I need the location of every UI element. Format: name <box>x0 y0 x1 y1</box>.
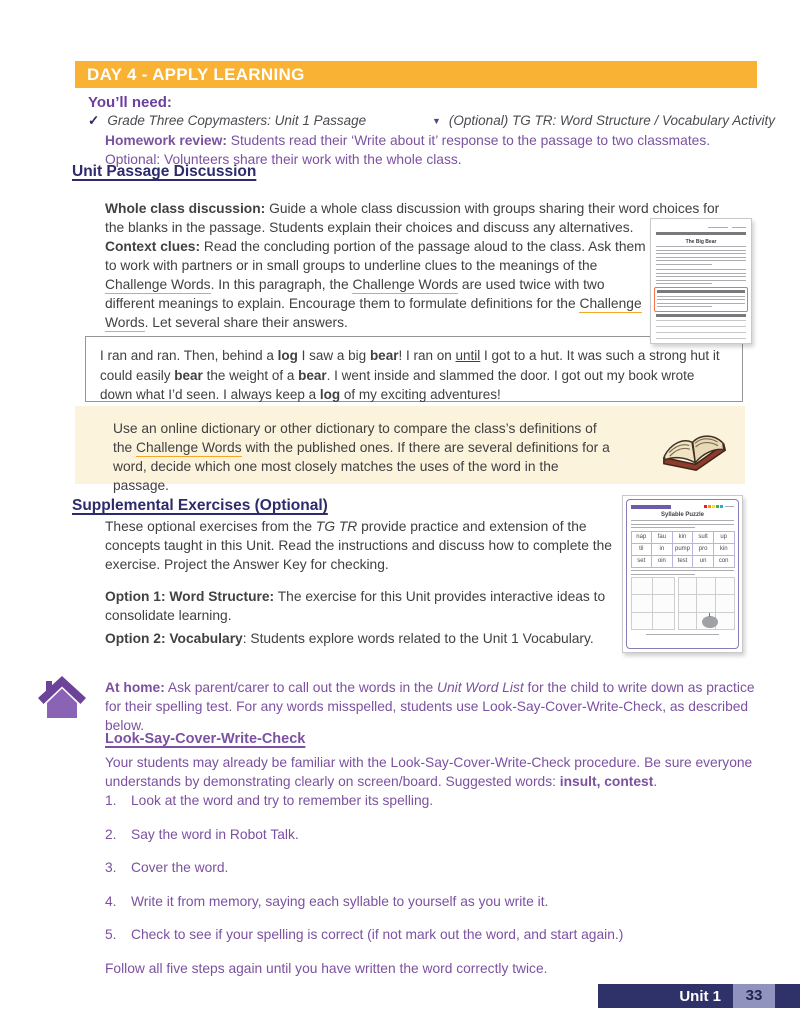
syllable-puzzle-thumbnail <box>622 495 743 653</box>
lscwc-text: . <box>653 774 658 789</box>
footer-unit-label: Unit 1 <box>679 987 721 1005</box>
need-item-tg-tr <box>432 113 775 128</box>
unit-word-list-term: Unit Word List <box>437 680 524 695</box>
step-item <box>105 858 735 877</box>
instruction-bar <box>656 232 746 235</box>
lscwc-intro-paragraph <box>105 753 757 791</box>
context-clues-text: . Let several share their answers. <box>144 315 348 330</box>
syllable-cell: up <box>713 531 735 544</box>
youll-need-label: You’ll need: <box>88 94 172 111</box>
at-home-paragraph <box>105 678 763 735</box>
tg-tr-term: TG TR <box>315 519 358 534</box>
step-text: Write it from memory, saying each syllable to yourself as you write it. <box>131 893 549 909</box>
excerpt-text: I saw a big <box>297 348 370 363</box>
step-number: 2. <box>105 826 117 842</box>
practice-grid-cell <box>631 612 654 630</box>
syllable-cell: til <box>631 543 653 556</box>
thumb-text-line <box>656 250 746 251</box>
excerpt-bold-word: bear <box>298 367 327 383</box>
thumb-text-line <box>656 283 712 284</box>
excerpt-bold-word: bear <box>174 367 203 383</box>
step-number: 4. <box>105 893 117 909</box>
puzzle-frame <box>626 499 739 649</box>
date-line <box>732 227 746 228</box>
practice-grid-left <box>631 578 674 630</box>
thumb-text-line <box>656 264 712 265</box>
checkmark-icon: ✓ <box>88 113 100 128</box>
writing-lines-block <box>656 320 746 345</box>
context-clues-text: . In this paragraph, the <box>210 277 353 292</box>
practice-grid-cell <box>715 577 735 595</box>
step-number: 5. <box>105 927 117 942</box>
suggested-words: insult, contest <box>559 774 654 789</box>
syllable-cell: pro <box>692 543 714 556</box>
thumb-text-line <box>657 299 745 300</box>
step-text: Check to see if your spelling is correct (if not mark out the word, and start again.) <box>131 927 624 942</box>
highlighted-text-block <box>657 296 745 308</box>
thumb-text-line <box>656 332 746 333</box>
section-heading-supplemental-exercises: Supplemental Exercises (Optional) <box>72 497 328 514</box>
highlighted-passage-region <box>654 287 748 312</box>
option2-paragraph <box>105 629 665 648</box>
supplemental-intro-paragraph <box>105 517 627 574</box>
homework-review-line2: Optional: Volunteers share their work with the whole class. <box>105 152 462 167</box>
passage-text-block <box>656 269 746 284</box>
triangle-bullet-icon: ▼ <box>432 116 441 126</box>
page-footer <box>598 984 800 1008</box>
whole-class-discussion-text: Guide a whole class discussion with groups sharing their word choices for the blanks in the passage. Students explain their choices and discuss any alternatives. <box>105 201 720 235</box>
practice-grid-cell <box>715 594 735 612</box>
excerpt-bold-word: bear <box>369 348 399 363</box>
practice-grid-cell <box>715 612 735 630</box>
context-clues-label: Context clues: <box>105 239 201 254</box>
syllable-cell: fau <box>651 531 673 544</box>
thumb-text-line <box>631 520 734 521</box>
worksheet-header-row <box>656 224 746 230</box>
context-clues-text: are used twice with two different meanings to explain. Encourage them to formulate definitions for the <box>105 277 605 311</box>
homework-review-label: Homework review: <box>105 133 227 148</box>
color-tab-icon <box>704 505 707 508</box>
context-clues-text: Read the concluding portion of the passage aloud to the class. Ask them to work with partners or in small groups to underline clues to the meanings of the <box>105 239 646 273</box>
pumpkin-stem <box>709 613 711 617</box>
syllable-cell: sult <box>692 531 714 544</box>
thumb-text-line <box>656 269 746 270</box>
syllable-cell: pump <box>672 543 694 556</box>
excerpt-text: ! I ran on <box>398 348 456 363</box>
puzzle-instructions-block <box>631 570 734 575</box>
challenge-words-term: Challenge Words <box>352 277 459 292</box>
thumb-text-line <box>656 326 746 327</box>
practice-grid-cell <box>678 612 698 630</box>
thumb-text-line <box>656 344 746 345</box>
puzzle-footer-line <box>646 634 718 635</box>
need-item-tg-tr-label: (Optional) TG TR: Word Structure / Vocabulary Activity <box>448 113 776 128</box>
thumb-text-line <box>656 320 746 321</box>
syllable-grid <box>631 531 734 567</box>
passage-text-block <box>656 246 746 265</box>
day-banner <box>75 61 757 88</box>
homework-review-text: Students read their ‘Write about it’ response to the passage to two classmates. <box>226 133 711 148</box>
thumb-text-line <box>657 306 712 307</box>
home-icon <box>36 674 88 726</box>
thumb-text-line <box>631 570 734 571</box>
whole-class-discussion-paragraph <box>105 199 737 237</box>
thumb-text-line <box>631 574 695 575</box>
challenge-words-term: Challenge Words <box>105 296 642 330</box>
color-tab-icon <box>712 505 715 508</box>
footer-page-number: 33 <box>733 984 775 1008</box>
step-number: 1. <box>105 793 117 808</box>
option1-paragraph <box>105 587 653 625</box>
thumb-text-line <box>631 524 734 525</box>
at-home-label: At home: <box>105 680 165 695</box>
at-home-text: Ask parent/carer to call out the words in the <box>164 680 438 695</box>
practice-grids-row <box>631 578 734 630</box>
step-text: Look at the word and try to remember its spelling. <box>131 793 434 808</box>
section-heading-unit-passage-discussion: Unit Passage Discussion <box>72 163 257 180</box>
lscwc-steps-list <box>105 791 735 978</box>
section-bar <box>657 290 745 293</box>
section-bar <box>656 314 746 317</box>
at-home-text: for the child to write down as practice for their spelling test. For any words misspelled, students use Look-Say-Cover-Write-Check, as described below. <box>105 680 755 733</box>
excerpt-underlined-word: until <box>455 348 481 363</box>
syllable-cell: kin <box>672 531 694 544</box>
practice-grid-cell <box>652 577 675 595</box>
challenge-words-term: Challenge Words <box>105 277 211 292</box>
excerpt-text: . I went inside and slammed the door. I got out my book wrote down what I’d seen. I always keep a <box>100 367 695 402</box>
context-clues-paragraph <box>105 237 653 332</box>
puzzle-header-row <box>631 504 734 509</box>
dictionary-tip-box <box>75 406 745 493</box>
follow-steps-line: Follow all five steps again until you have written the word correctly twice. <box>105 960 548 976</box>
day-banner-title: DAY 4 - APPLY LEARNING <box>87 65 305 84</box>
look-say-cover-write-check-heading: Look-Say-Cover-Write-Check <box>105 731 306 747</box>
dictionary-text: with the published ones. If there are several definitions for a word, decide which one most closely matches the uses of the word in the passage. <box>113 440 610 493</box>
thumb-text-line <box>631 527 695 528</box>
excerpt-bold-word: log <box>277 348 298 363</box>
practice-grid-cell <box>696 594 716 612</box>
color-tab-icon <box>716 505 719 508</box>
challenge-words-term: Challenge Words <box>136 440 242 455</box>
syllable-cell: con <box>713 555 735 568</box>
practice-grid-cell <box>652 594 675 612</box>
thumb-text-line <box>656 280 746 281</box>
option1-label: Option 1: Word Structure: <box>105 589 275 604</box>
passage-excerpt-box <box>85 336 743 402</box>
thumb-text-line <box>656 273 746 274</box>
syllable-cell: un <box>692 555 714 568</box>
excerpt-text: I got to a hut. It was such a strong hut it could easily <box>100 348 720 383</box>
color-tab-icon <box>720 505 723 508</box>
need-item-copymasters <box>88 113 366 129</box>
practice-grid-cell <box>631 577 654 595</box>
practice-grid-cell <box>652 612 675 630</box>
puzzle-title: Syllable Puzzle <box>660 512 705 518</box>
open-book-icon <box>653 414 735 476</box>
syllable-cell: nap <box>631 531 653 544</box>
practice-grid-cell <box>678 577 698 595</box>
passage-worksheet-content <box>656 224 746 338</box>
excerpt-text: I ran and ran. Then, behind a <box>100 348 278 363</box>
excerpt-text: the weight of a <box>202 367 299 383</box>
footer-tail <box>775 984 800 1008</box>
option2-label: Option 2: Vocabulary <box>105 631 243 646</box>
supplemental-text: These optional exercises from the <box>105 519 316 534</box>
dictionary-tip-text <box>113 419 618 495</box>
step-item <box>105 791 735 810</box>
puzzle-header-bar <box>631 505 671 509</box>
thumb-text-line <box>656 257 746 258</box>
homework-review-line1 <box>105 131 765 150</box>
grade-label-line <box>725 506 734 507</box>
thumb-text-line <box>657 303 745 304</box>
practice-grid-cell <box>678 594 698 612</box>
passage-title: The Big Bear <box>685 239 717 245</box>
syllable-cell: test <box>672 555 694 568</box>
practice-grid-cell <box>696 577 716 595</box>
dictionary-text: Use an online dictionary or other dictionary to compare the class’s definitions of the <box>113 421 597 455</box>
thumb-text-line <box>656 246 746 247</box>
lscwc-text: Your students may already be familiar with the Look-Say-Cover-Write-Check procedure. Be sure everyone understands by demonstrating clearly on screen/board. Suggested words: <box>105 755 753 789</box>
step-text: Cover the word. <box>131 860 229 875</box>
syllable-cell: oin <box>651 555 673 568</box>
thumb-text-line <box>657 296 745 297</box>
practice-grid-right <box>678 578 734 630</box>
syllable-cell: in <box>651 543 673 556</box>
syllable-cell: kin <box>713 543 735 556</box>
practice-grid-cell <box>631 594 654 612</box>
thumb-text-line <box>656 260 746 261</box>
option2-text: : Students explore words related to the Unit 1 Vocabulary. <box>242 631 594 646</box>
color-tab-icon <box>708 505 711 508</box>
name-line <box>708 227 728 228</box>
step-number: 3. <box>105 860 117 875</box>
syllable-cell: set <box>631 555 653 568</box>
pumpkin-illustration <box>702 616 718 628</box>
thumb-text-line <box>656 276 746 277</box>
excerpt-text: of my exciting adventures! <box>340 387 501 402</box>
step-item <box>105 925 735 944</box>
thumb-text-line <box>656 253 746 254</box>
step-item <box>105 825 735 844</box>
option1-text: The exercise for this Unit provides interactive ideas to consolidate learning. <box>105 589 606 623</box>
supplemental-text: provide practice and extension of the concepts taught in this Unit. Read the instructions and discuss how to complete the exercise. Project the Answer Key for checking. <box>105 519 612 572</box>
passage-worksheet-thumbnail <box>650 218 752 344</box>
step-item <box>105 892 735 911</box>
step-text: Say the word in Robot Talk. <box>131 826 299 842</box>
need-item-copymasters-label: Grade Three Copymasters: Unit 1 Passage <box>107 113 367 128</box>
whole-class-discussion-label: Whole class discussion: <box>105 201 266 216</box>
puzzle-instructions-block <box>631 520 734 528</box>
thumb-text-line <box>656 338 746 339</box>
excerpt-bold-word: log <box>319 387 341 402</box>
